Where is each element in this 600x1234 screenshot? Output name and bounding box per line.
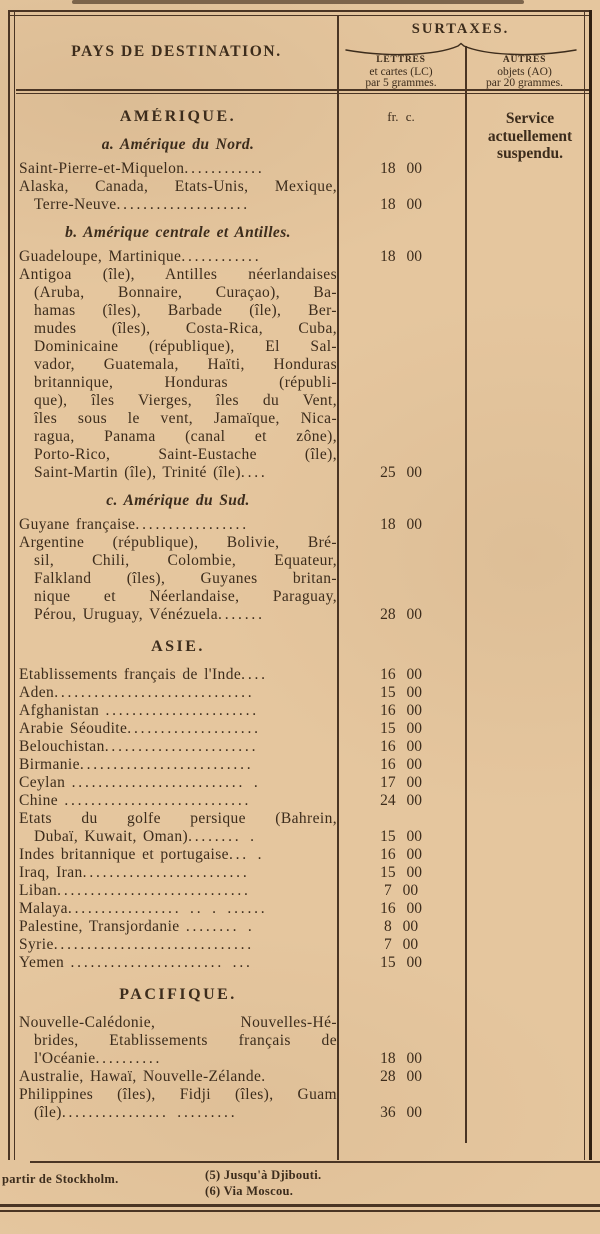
table-row: [16, 196, 584, 214]
table-row: [16, 1014, 584, 1032]
service-note-line2: actuellement: [487, 127, 573, 145]
country-text: Belouchistan: [19, 738, 105, 755]
table-row: [16, 900, 584, 918]
dot-leader: .......................: [104, 738, 259, 755]
country-line: que), îles Vierges, îles du Vent,: [34, 392, 337, 409]
surtax-lc-value: [337, 446, 465, 464]
dot-leader: ....................: [127, 720, 261, 737]
dot-leader: ..........................: [79, 756, 254, 773]
country-line: [16, 196, 337, 214]
ao-header-line3: par 20 grammes.: [486, 77, 563, 89]
country-line: [16, 918, 337, 936]
surtax-lc-value: [337, 320, 465, 338]
country-line: Antigoa (île), Antilles néerlandaises: [19, 266, 337, 283]
country-line: [16, 516, 337, 534]
country-text: Palestine, Transjordanie: [19, 918, 186, 935]
country-line: [16, 954, 337, 972]
country-line: [16, 774, 337, 792]
subsection-title: a. Amérique du Nord.: [101, 136, 255, 153]
surtax-lc-value: 18 00: [380, 248, 422, 265]
dot-leader: ............................: [64, 792, 252, 809]
surtax-lc-value: 28 00: [380, 1068, 422, 1085]
country-line: [16, 756, 337, 774]
surtax-lc-value: [337, 266, 465, 284]
table-row: [16, 338, 584, 356]
country-line: [16, 864, 337, 882]
country-line: [16, 738, 337, 756]
table-row: [16, 774, 584, 792]
table-row: [16, 248, 584, 266]
table-row: [16, 492, 584, 510]
surtax-lc-value: [337, 492, 465, 510]
country-text: (île): [34, 1104, 62, 1121]
country-text: Syrie: [19, 936, 54, 953]
country-line: Etats du golfe persique (Bahrein,: [19, 810, 337, 827]
country-line: Dominicaine (république), El Sal-: [34, 338, 337, 355]
country-line: [16, 828, 337, 846]
country-line: ragua, Panama (canal et zône),: [34, 428, 337, 445]
country-line: [16, 248, 337, 266]
table-row: [16, 638, 584, 656]
table-row: [16, 302, 584, 320]
surtax-lc-value: 15 00: [380, 954, 422, 971]
country-line: [16, 606, 337, 624]
table-row: [16, 918, 584, 936]
lc-header-line2: et cartes (LC): [369, 65, 433, 78]
table-row: [16, 792, 584, 810]
table-border-right-inner: [584, 10, 585, 1160]
table-row: [16, 160, 584, 178]
section-title: PACIFIQUE.: [119, 986, 237, 1003]
table-row: [16, 846, 584, 864]
table-border-left-inner: [14, 10, 15, 1160]
surtax-lc-value: [337, 1014, 465, 1032]
section-title: AMÉRIQUE.: [119, 108, 237, 125]
surtax-lc-value: [337, 534, 465, 552]
surtax-lc-value: [337, 638, 465, 656]
table-row: [16, 702, 584, 720]
ao-header-line1: AUTRES: [502, 55, 547, 65]
table-row: [16, 882, 584, 900]
table-row: [16, 410, 584, 428]
table-row: [16, 570, 584, 588]
country-text: Etablissements français de l'Inde: [19, 666, 242, 683]
surtax-lc-value: 15 00: [380, 864, 422, 881]
surtax-lc-value: [337, 302, 465, 320]
dot-leader: .................: [135, 516, 249, 533]
column-header-surtaxes: SURTAXES.: [411, 21, 510, 37]
section-title: ASIE.: [151, 638, 205, 655]
dot-leader: ..........: [95, 1050, 163, 1067]
dot-leader: .......................... .: [71, 774, 261, 791]
lc-header-line1: LETTRES: [376, 55, 426, 65]
country-text: Pérou, Uruguay, Vénézuela: [34, 606, 219, 623]
country-line: îles sous le vent, Jamaïque, Nica-: [34, 410, 337, 427]
surtax-lc-value: 15 00: [380, 720, 422, 737]
dot-leader: ........ .: [188, 828, 257, 845]
country-text: Terre-Neuve: [34, 196, 117, 213]
footnote-5: (5) Jusqu'à Djibouti.: [205, 1168, 322, 1182]
country-text: l'Océanie: [34, 1050, 96, 1067]
table-row: [16, 224, 584, 242]
table-row: [16, 552, 584, 570]
country-line: vador, Guatemala, Haïti, Honduras: [34, 356, 337, 373]
surtax-lc-value: 28 00: [380, 606, 422, 623]
country-text: Indes britannique et portugaise: [19, 846, 229, 863]
country-text: Yemen: [19, 954, 71, 971]
table-row: [16, 356, 584, 374]
dot-leader: ....: [241, 666, 268, 683]
country-text: Aden: [19, 684, 55, 701]
table-row: [16, 534, 584, 552]
dot-leader: ....................... ...: [70, 954, 253, 971]
table-border-right-outer: [589, 10, 592, 1160]
country-line: [16, 882, 337, 900]
dot-leader: ................. .. . ......: [67, 900, 268, 917]
table-row: [16, 178, 584, 196]
surtax-lc-value: 16 00: [380, 702, 422, 719]
table-row: [16, 606, 584, 624]
country-text: Birmanie: [19, 756, 80, 773]
surtax-lc-value: 7 00: [383, 882, 419, 899]
surtax-lc-value: 7 00: [383, 936, 419, 953]
table-row: [16, 516, 584, 534]
table-row: [16, 446, 584, 464]
country-text: Guadeloupe, Martinique: [19, 248, 182, 265]
service-note-line1: Service: [505, 110, 555, 127]
country-text: Saint-Martin (île), Trinité (île): [34, 464, 241, 481]
country-line: [16, 792, 337, 810]
surtax-lc-value: 16 00: [380, 846, 422, 863]
surtax-lc-value: 25 00: [380, 464, 422, 481]
dot-leader: ....: [240, 464, 268, 481]
dot-leader: ..............................: [53, 936, 254, 953]
table-border-left-outer: [8, 10, 10, 1160]
surtax-lc-value: [337, 338, 465, 356]
surtax-lc-value: [337, 284, 465, 302]
table-body: [16, 94, 584, 1160]
dot-leader: ............: [181, 248, 262, 265]
column-header-countries: PAYS DE DESTINATION.: [71, 43, 282, 60]
column-header-lettres: [338, 55, 464, 90]
country-line: [16, 720, 337, 738]
country-line: [16, 666, 337, 684]
surtax-lc-value: 15 00: [380, 684, 422, 701]
country-line: hamas (îles), Barbade (île), Ber-: [34, 302, 337, 319]
table-row: [16, 810, 584, 828]
surtax-lc-value: 8 00: [383, 918, 419, 935]
dot-leader: .......: [218, 606, 265, 623]
surtax-lc-value: 16 00: [380, 900, 422, 917]
currency-units-label: fr. c.: [387, 109, 415, 124]
dot-leader: ................ .........: [61, 1104, 238, 1121]
surtax-lc-value: 24 00: [380, 792, 422, 809]
ao-header-line2: objets (AO): [497, 65, 552, 78]
surtax-lc-value: [337, 178, 465, 196]
table-row: [16, 720, 584, 738]
table-row: [16, 464, 584, 482]
country-line: [16, 936, 337, 954]
table-row: [16, 738, 584, 756]
table-row: [16, 1032, 584, 1050]
country-text: Arabie Séoudite: [19, 720, 128, 737]
surtax-lc-value: [337, 552, 465, 570]
country-line: britannique, Honduras (républi-: [34, 374, 337, 391]
country-text: Iraq, Iran: [19, 864, 83, 881]
table-row: [16, 684, 584, 702]
table-row: [16, 1104, 584, 1122]
dot-leader: .............................: [57, 882, 251, 899]
surtax-lc-value: 18 00: [380, 1050, 422, 1067]
page-bottom-rule-inner: [0, 1210, 600, 1212]
table-row: [16, 266, 584, 284]
dot-leader: ..............................: [54, 684, 255, 701]
country-line: nique et Néerlandaise, Paraguay,: [34, 588, 337, 605]
country-line: Falkland (îles), Guyanes britan-: [34, 570, 337, 587]
subsection-title: b. Amérique centrale et Antilles.: [65, 224, 291, 241]
surtax-lc-value: [337, 356, 465, 374]
table-row: [16, 588, 584, 606]
country-line: Alaska, Canada, Etats-Unis, Mexique,: [19, 178, 337, 195]
surtax-lc-value: 15 00: [380, 828, 422, 845]
country-text: Ceylan: [19, 774, 72, 791]
country-line: [16, 684, 337, 702]
surtax-lc-value: 18 00: [380, 516, 422, 533]
surtax-lc-value: [337, 428, 465, 446]
dot-leader: ............: [184, 160, 265, 177]
table-row: [16, 986, 584, 1004]
table-row: [16, 666, 584, 684]
country-line: [16, 1050, 337, 1068]
table-row: [16, 428, 584, 446]
surtax-lc-value: [337, 588, 465, 606]
country-line: brides, Etablissements français de: [34, 1032, 337, 1049]
column-header-autres: [466, 55, 583, 90]
table-row: [16, 284, 584, 302]
country-line: [16, 1104, 337, 1122]
subsection-title: c. Amérique du Sud.: [106, 492, 250, 509]
ao-service-note: [466, 110, 594, 163]
country-line: (Aruba, Bonnaire, Curaçao), Ba-: [34, 284, 337, 301]
table-border-top-outer: [8, 10, 592, 12]
scan-artifact-top: [72, 0, 524, 4]
dot-leader: .......................: [105, 702, 259, 719]
country-text: Guyane française: [19, 516, 136, 533]
country-line: Australie, Hawaï, Nouvelle-Zélande.: [19, 1068, 266, 1085]
country-text: Liban: [19, 882, 58, 899]
lc-header-line3: par 5 grammes.: [365, 77, 437, 89]
surtax-lc-value: [337, 374, 465, 392]
country-text: Malaya: [19, 900, 68, 917]
table-row: [16, 374, 584, 392]
country-line: [16, 846, 337, 864]
surtax-lc-value: [337, 410, 465, 428]
country-line: Nouvelle-Calédonie, Nouvelles-Hé-: [19, 1014, 337, 1031]
country-line: mudes (îles), Costa-Rica, Cuba,: [34, 320, 337, 337]
country-line: [16, 900, 337, 918]
country-line: Argentine (république), Bolivie, Bré-: [19, 534, 337, 551]
table-bottom-rule: [30, 1161, 600, 1163]
surtax-lc-value: [337, 810, 465, 828]
country-line: [16, 160, 337, 178]
footnote-6: (6) Via Moscou.: [205, 1184, 294, 1198]
country-text: Dubaï, Kuwait, Oman): [34, 828, 189, 845]
surtax-lc-value: [337, 1032, 465, 1050]
country-line: Porto-Rico, Saint-Eustache (île),: [34, 446, 337, 463]
surtax-lc-value: [337, 570, 465, 588]
table-row: [16, 864, 584, 882]
surtax-lc-value: 18 00: [380, 160, 422, 177]
service-note-line3: suspendu.: [497, 145, 563, 162]
surtax-lc-value: [337, 1086, 465, 1104]
table-row: [16, 828, 584, 846]
country-line: [16, 702, 337, 720]
table-row: [16, 1050, 584, 1068]
footnote-stockholm: partir de Stockholm.: [2, 1172, 119, 1186]
table-row: [16, 392, 584, 410]
dot-leader: ....................: [116, 196, 250, 213]
surtax-lc-value: [337, 392, 465, 410]
surtax-lc-value: [337, 136, 465, 154]
country-text: Afghanistan: [19, 702, 106, 719]
table-row: [16, 1086, 584, 1104]
dot-leader: ... .: [228, 846, 265, 863]
country-text: Saint-Pierre-et-Miquelon: [19, 160, 185, 177]
table-row: [16, 320, 584, 338]
surtax-lc-value: 16 00: [380, 666, 422, 683]
table-row: [16, 1068, 584, 1086]
dot-leader: .........................: [82, 864, 250, 881]
surtax-lc-value: [337, 224, 465, 242]
surtax-lc-value: 16 00: [380, 738, 422, 755]
country-text: Chine: [19, 792, 65, 809]
dot-leader: ........ .: [185, 918, 255, 935]
table-row: [16, 936, 584, 954]
table-row: [16, 954, 584, 972]
country-line: Philippines (îles), Fidji (îles), Guam: [19, 1086, 337, 1103]
surtax-lc-value: 18 00: [380, 196, 422, 213]
country-line: [16, 464, 337, 482]
page-bottom-rule-outer: [0, 1204, 600, 1207]
country-line: sil, Chili, Colombie, Equateur,: [34, 552, 337, 569]
surtax-lc-value: [337, 986, 465, 1004]
surtax-lc-value: 17 00: [380, 774, 422, 791]
surtax-lc-value: 16 00: [380, 756, 422, 773]
table-row: [16, 756, 584, 774]
surtax-lc-value: 36 00: [380, 1104, 422, 1121]
